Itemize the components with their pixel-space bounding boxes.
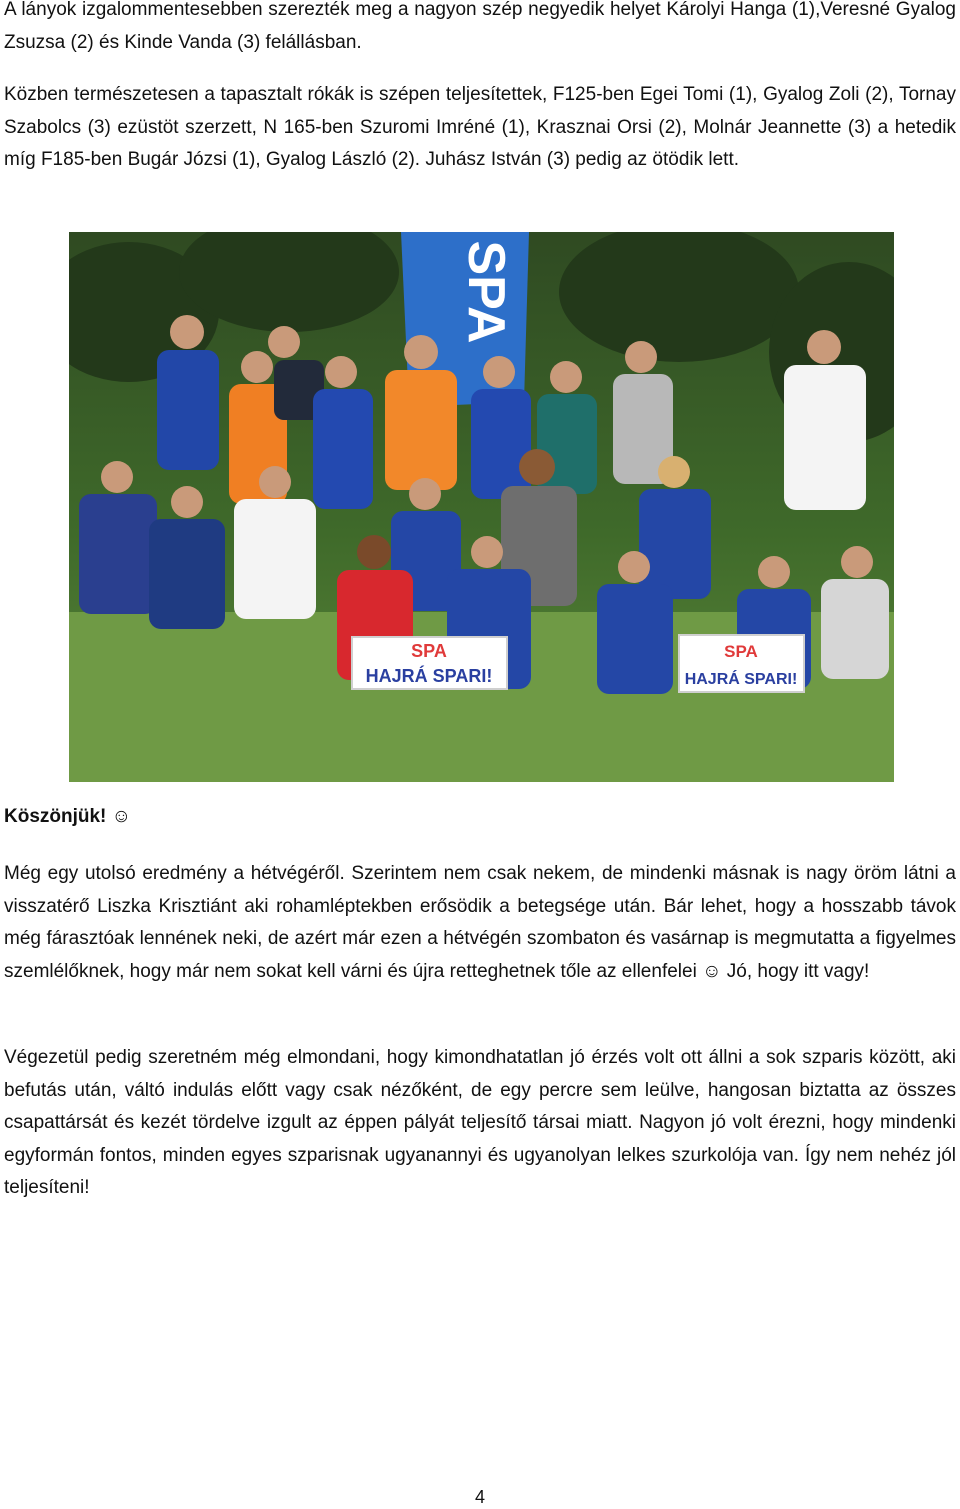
sign-logo-right: SPA <box>724 642 758 661</box>
paragraph-closing: Végezetül pedig szeretném még elmondani, hogy kimondhatatlan jó érzés volt ott állni a sok szparis között, aki befutás után, váltó indulás előtt vagy csak nézőként, de egy percre sem leülve, hangosan biztatta az összes csapattársát és kezét tördelve izgult az éppen pályát teljesítő társai miatt. Nagyon jó volt érezni, hogy mindenki egyformán fontos, minden egyes szparisnak ugyanannyi és ugyanolyan lelkes szurkolója van. Így nem nehéz jól teljesíteni! <box>4 1047 956 1198</box>
sign-text-left: HAJRÁ SPARI! <box>365 666 493 686</box>
sign-logo-left: SPA <box>411 641 447 661</box>
paragraph-results-girls: A lányok izgalommentesebben szerezték meg a nagyon szép negyedik helyet Károlyi Hanga (1),Veresné Gyalog Zsuzsa (2) és Kinde Vanda (3) felállásban. <box>4 0 956 53</box>
paragraph-liszka-return: Még egy utolsó eredmény a hétvégéről. Szerintem nem csak nekem, de mindenki másnak is nagy öröm látni a visszatérő Liszka Krisztiánt aki rohamléptekben erősödik a betegsége után. Bár lehet, hogy a hosszabb távok még fárasztóak lennének neki, de azért már ezen a hétvégén szombaton és vasárnap is megmutatta a figyelmes szemlélőknek, hogy már nem sokat kell várni és újra retteghetnek tőle az ellenfelei ☺ Jó, hogy itt vagy! <box>4 863 956 982</box>
page-number: 4 <box>474 1487 485 1507</box>
paragraph-results-veterans: Közben természetesen a tapasztalt rókák is szépen teljesítettek, F125-ben Egei Tomi (1), Gyalog Zoli (2), Tornay Szabolcs (3) ezüstöt szerzett, N 165-ben Szuromi Imréné (1), Krasznai Orsi (2), Molnár Jeannette (3) a hetedik míg F185-ben Bugár Józsi (1), Gyalog László (2). Juhász István (3) pedig az ötödik lett. <box>4 84 956 170</box>
hajra-spari-sign-right <box>679 635 804 692</box>
banner-text: SPA <box>457 240 515 344</box>
thanks-heading: Köszönjük! ☺ <box>4 806 132 827</box>
team-group-photo <box>69 232 894 782</box>
sign-text-right: HAJRÁ SPARI! <box>684 671 798 688</box>
hajra-spari-sign-left <box>352 637 507 689</box>
